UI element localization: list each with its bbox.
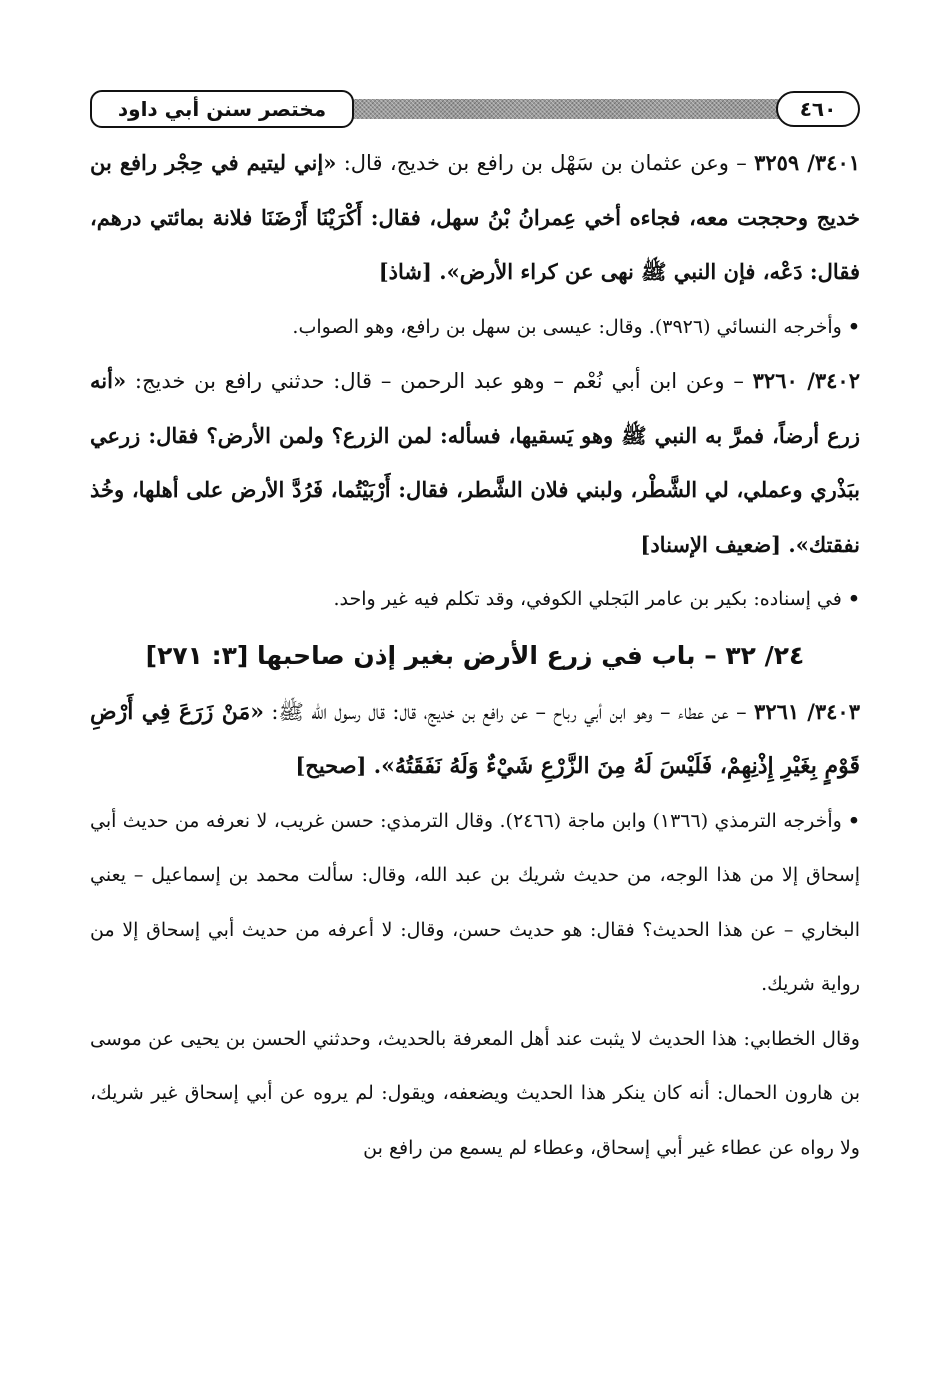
hadith-number: ٣٤٠٢/ ٣٢٦٠ bbox=[752, 368, 860, 393]
page-number bbox=[776, 91, 860, 127]
hadith-3402 bbox=[90, 354, 860, 572]
chapter-heading: ٢٤/ ٣٢ – باب في زرع الأرض بغير إذن صاحبها [٣: ٢٧١] bbox=[145, 640, 805, 670]
page-header bbox=[90, 88, 860, 130]
hadith-grade: . [صحيح] bbox=[295, 753, 382, 778]
bullet-icon: • bbox=[847, 588, 860, 610]
khattabi-note bbox=[90, 1012, 860, 1176]
hadith-3401 bbox=[90, 136, 860, 300]
hadith-number: ٣٤٠١/ ٣٢٥٩ bbox=[754, 150, 861, 175]
hadith-3403 bbox=[90, 685, 860, 794]
header-decorative-bar bbox=[352, 99, 782, 119]
takhrij-note-3 bbox=[90, 794, 860, 1012]
hadith-number: ٣٤٠٣/ ٣٢٦١ bbox=[754, 698, 860, 724]
note-text: وقال الخطابي: هذا الحديث لا يثبت عند أهل المعرفة بالحديث، وحدثني الحسن بن يحيى عن موسى بن هارون الحمال: أنه كان ينكر هذا الحديث ويضعفه، ويقول: لم يروه عن أبي إسحاق غير شريك، ولا رواه عن عطاء غير أبي إسحاق، وعطاء لم يسمع من رافع بن bbox=[90, 1027, 860, 1159]
bullet-icon: • bbox=[847, 809, 860, 832]
page-number-text: ٤٦٠ bbox=[799, 97, 837, 121]
hadith-isnad: – عن عطاء – وهو ابن أبي رباح – عن رافع بن خديج، قال: قال رسول الله ﷺ: bbox=[263, 699, 755, 724]
hadith-grade: . [ضعيف الإسناد] bbox=[640, 531, 796, 557]
bullet-icon: • bbox=[847, 315, 860, 338]
book-title-text: مختصر سنن أبي داود bbox=[117, 97, 327, 121]
book-title bbox=[90, 90, 354, 128]
note-text: وأخرجه الترمذي (١٣٦٦) وابن ماجة (٢٤٦٦). وقال الترمذي: حسن غريب، لا نعرفه من حديث أبي إسحاق إلا من هذا الوجه، من حديث شريك بن عبد الله، وقال: سألت محمد بن إسماعيل – يعني البخاري – عن هذا الحديث؟ فقال: هو حديث حسن، وقال: لا أعرفه من حديث أبي إسحاق إلا من رواية شريك. bbox=[90, 809, 860, 995]
takhrij-note-2 bbox=[90, 572, 860, 627]
hadith-matn: «أنه زرع أرضاً، فمرَّ به النبي ﷺ وهو يَسقيها، فسأله: لمن الزرع؟ ولمن الأرض؟ فقال: زرعي ببَذْري وعملي، لي الشَّطْر، ولبني فلان الشَّطر، فقال: أَرْبَيْتُما، فَرُدَّ الأرض على أهلها، وخُذ نفقتك» bbox=[90, 368, 860, 557]
hadith-isnad: – وعن عثمان بن سَهْل بن رافع بن خديج، قال: bbox=[336, 151, 755, 175]
note-text: وأخرجه النسائي (٣٩٢٦). وقال: عيسى بن سهل بن رافع، وهو الصواب. bbox=[292, 315, 842, 338]
hadith-grade: . [شاذ] bbox=[378, 259, 447, 284]
hadith-isnad: – وعن ابن أبي نُعْم – وهو عبد الرحمن – قال: حدثني رافع بن خديج: bbox=[126, 369, 753, 393]
hadith-matn: «مَنْ زَرَعَ فِي أَرْضِ قَوْمٍ بِغَيْرِ إِذْنِهِمْ، فَلَيْسَ لَهُ مِنَ الزَّرْعِ شَيْءٌ وَلَهُ نَفَقَتُهُ» bbox=[90, 698, 860, 779]
hadith-matn: «إني ليتيم في حِجْر رافع بن خديج وحججت معه، فجاءه أخي عِمرانُ بْنُ سهل، فقال: أَكْرَيْنَا أَرْضَنَا فلانة بمائتي درهم، فقال: دَعْه، فإن النبي ﷺ نهى عن كراء الأرض» bbox=[90, 150, 860, 284]
takhrij-note-1 bbox=[90, 300, 860, 355]
page-content bbox=[90, 136, 860, 1175]
note-text: في إسناده: بكير بن عامر البَجلي الكوفي، وقد تكلم فيه غير واحد. bbox=[333, 588, 842, 610]
